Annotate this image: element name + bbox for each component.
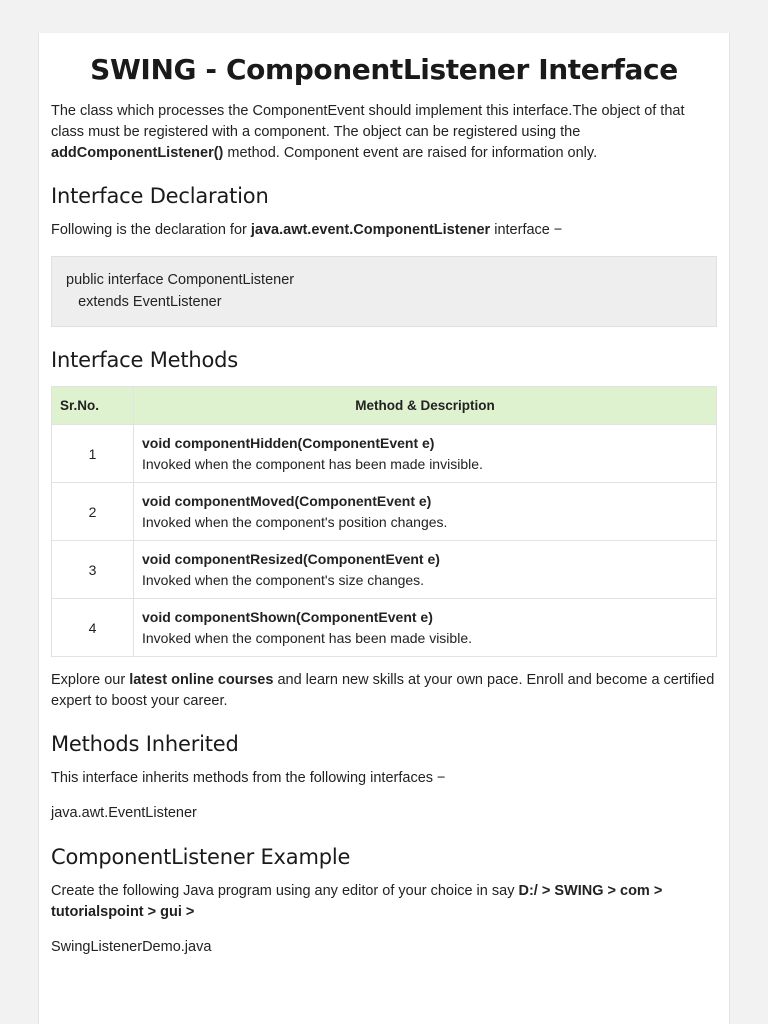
example-path: D:/ > SWING > com > tutorialspoint > gui > — [51, 883, 663, 920]
example-file-name: SwingListenerDemo.java — [51, 939, 212, 955]
row-number: 1 — [52, 425, 134, 483]
method-signature: void componentMoved(ComponentEvent e) — [142, 492, 432, 509]
inherited-interface-item: java.awt.EventListener — [51, 805, 197, 821]
methods-inherited-heading: Methods Inherited — [51, 732, 239, 756]
method-description: Invoked when the component has been made invisible. — [142, 455, 483, 472]
method-description: Invoked when the component's position changes. — [142, 513, 448, 530]
declaration-class-name: java.awt.event.ComponentListener — [250, 222, 491, 238]
method-signature: void componentHidden(ComponentEvent e) — [142, 434, 435, 451]
method-cell — [134, 483, 717, 541]
row-number: 2 — [52, 483, 134, 541]
article-page — [38, 33, 730, 1024]
inherited-paragraph: This interface inherits methods from the following interfaces − — [51, 770, 446, 786]
example-paragraph: Create the following Java program using any editor of your choice in say D:/ > SWING > com > tutorialspoint > gui > — [51, 883, 663, 920]
interface-methods-heading: Interface Methods — [51, 348, 238, 372]
table-row — [52, 483, 717, 541]
page-title: SWING - ComponentListener Interface — [90, 53, 678, 86]
declaration-code-block — [51, 256, 717, 327]
method-signature: void componentShown(ComponentEvent e) — [142, 608, 433, 625]
intro-paragraph: The class which processes the ComponentEvent should implement this interface.The object of that class must be registered with a component. The object can be registered using the addComponentListener() method. Component event are raised for information only. — [51, 103, 685, 161]
row-number: 4 — [52, 599, 134, 657]
method-description: Invoked when the component's size changes. — [142, 571, 425, 588]
interface-declaration-heading: Interface Declaration — [51, 184, 269, 208]
add-component-listener-method: addComponentListener() — [51, 145, 224, 161]
row-number: 3 — [52, 541, 134, 599]
method-signature: void componentResized(ComponentEvent e) — [142, 550, 440, 567]
table-row — [52, 425, 717, 483]
method-cell — [134, 599, 717, 657]
method-cell — [134, 541, 717, 599]
declaration-paragraph: Following is the declaration for java.awt.event.ComponentListener interface − — [51, 222, 563, 238]
code-line: extends EventListener — [66, 294, 222, 310]
example-heading: ComponentListener Example — [51, 845, 351, 869]
methods-table — [51, 386, 717, 657]
table-row — [52, 599, 717, 657]
latest-courses-link[interactable]: latest online courses — [129, 672, 274, 688]
explore-courses-paragraph: Explore our latest online courses and learn new skills at your own pace. Enroll and become a certified expert to boost your career. — [51, 672, 715, 709]
method-cell — [134, 425, 717, 483]
method-description: Invoked when the component has been made visible. — [142, 629, 472, 646]
table-header-row — [52, 387, 717, 425]
column-header-srno: Sr.No. — [52, 387, 134, 425]
column-header-method: Method & Description — [134, 387, 717, 425]
code-line: public interface ComponentListener — [66, 272, 295, 288]
table-row — [52, 541, 717, 599]
